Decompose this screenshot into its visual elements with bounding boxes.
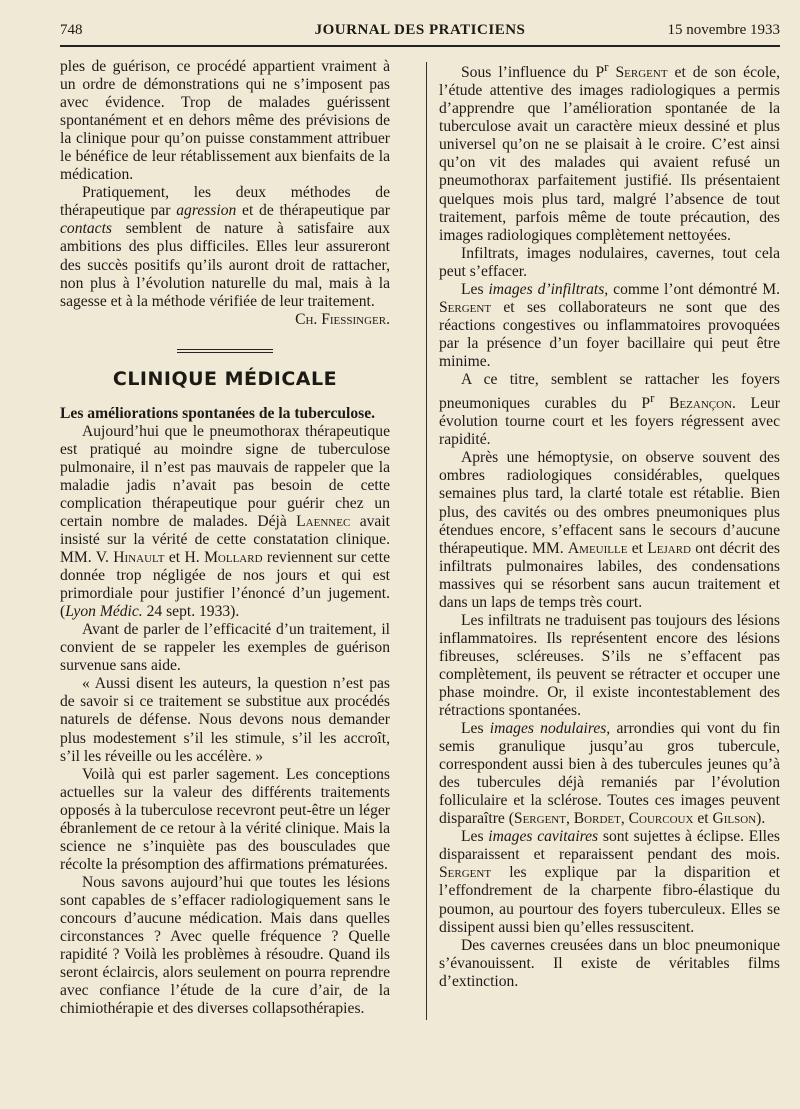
paragraph: Après une hémoptysie, on observe souvent des ombres radiologiques considérables, quelques semaines plus tard, la clarté totale est rétablie. Bien plus, des cavités ou des ombres pneumoniques plus étendues encore, s’effacent sans le secours d’aucune thérapeutique. MM. Ameuille et Lejard ont décrit des infiltrats pulmonaires labiles, des condensations massives qui se résorbent sans aucun traitement et dans un laps de temps très court. bbox=[439, 449, 781, 611]
page-number: 748 bbox=[60, 22, 83, 38]
paragraph: Nous savons aujourd’hui que toutes les lésions sont capables de s’effacer radiologiquement sans le concours d’aucune médication. Mais dans quelles circonstances ? Avec quelle fréquence ? Quelle rapidité ? Voilà les problèmes à résoudre. Quand ils seront éclaircis, alors seulement on pourra reprendre avec confiance l’étude de la cure d’air, de la chimiothérapie et des diverses collapsothérapies. bbox=[60, 873, 390, 1018]
section-rule bbox=[177, 349, 273, 353]
author-signature: Ch. Fiessinger. bbox=[295, 310, 390, 328]
article-title: Les améliorations spontanées de la tuberculose. bbox=[60, 404, 376, 422]
paragraph: Voilà qui est parler sagement. Les conceptions actuelles sur la valeur des différents traitements opposés à la tuberculose recevront peut-être un léger ébranlement de ce retour à la vérité clinique. Mais la science ne s’inquiète pas des bousculades que récolte la présomption des affirmations prématurées. bbox=[60, 765, 390, 873]
paragraph: Sous l’influence du $P^r$ Sergent et de son école, l’étude attentive des images radiologiques a permis d’apprendre que l’amélioration spontanée de la tuberculose avait un caractère mieux dessiné et plus universel qu’on ne se plaisait à le croire. C’est ainsi qu’on vit des malades qui avaient refusé un pneumothorax parfaitement justifié. Ils présentaient quelques mois plus tard, malgré l’absence de tout traitement, parfois même de toute précaution, des images radiologiques complètement nettoyées. bbox=[439, 59, 780, 244]
paragraph: Les images nodulaires, arrondies qui vont du fin semis granulique jusqu’au gros tubercule, correspondent aussi bien à des tubercules jeunes qu’à des tubercules déjà remaniés par l’évolution folliculaire et la sclérose. Toutes ces images peuvent disparaître (Sergent, Bordet, Courcoux et Gilson). bbox=[439, 720, 781, 828]
left-column bbox=[60, 58, 390, 1018]
paragraph: Les infiltrats ne traduisent pas toujours des lésions inflammatoires. Ils représentent encore des lésions fibreuses, scléreuses. S’ils ne s’effacent pas complètement, ils peuvent se rétracter et occuper une phase moindre. Or, il existe incontestablement des rétractions spontanées. bbox=[439, 611, 780, 720]
journal-title: JOURNAL DES PRATICIENS bbox=[314, 22, 526, 38]
paragraph: ples de guérison, ce procédé appartient vraiment à un ordre de démonstrations qui ne s’imposent pas avec évidence. Trop de malades guérissent spontanément et en dehors même des prévisions de la clinique pour qu’on puisse constamment attribuer le bénéfice de leur rétablissement aux bienfaits de la médication. bbox=[60, 58, 390, 184]
header-rule bbox=[60, 45, 780, 47]
issue-date: 15 novembre 1933 bbox=[667, 22, 780, 38]
paragraph: Les images cavitaires sont sujettes à éclipse. Elles disparaissent et reparaissent pendant des mois. Sergent les explique par la disparition et l’effondrement de la charpente fibro-élastique du poumon, au pourtour des foyers tuberculeux. Elles se dissipent aussi bien qu’elles ressuscitent. bbox=[439, 828, 780, 936]
right-column bbox=[439, 58, 780, 991]
section-title: CLINIQUE MÉDICALE bbox=[112, 367, 338, 390]
quote-paragraph: « Aussi disent les auteurs, la question n’est pas de savoir si ce traitement se substitue aux procédés naturels de défense. Nous devons nous demander plus modestement s’il les stimule, s’il les accroît, s’il les réveille ou les accélère. » bbox=[60, 675, 390, 765]
paragraph: Aujourd’hui que le pneumothorax thérapeutique est pratiqué au moindre signe de tuberculose pulmonaire, il n’est pas mauvais de rappeler que la maladie jadis n’avait pas besoin de cette complication thérapeutique pour guérir chez un certain nombre de malades. Déjà Laennec avait insisté sur la vérité de cette constatation clinique. MM. V. Hinault et H. Mollard reviennent sur cette donnée trop négligée de nos jours et qui est primordiale pour justifier l’énoncé d’un jugement. (Lyon Médic. 24 sept. 1933). bbox=[60, 422, 391, 621]
column-divider bbox=[426, 62, 427, 1020]
paragraph: Des cavernes creusées dans un bloc pneumonique s’évanouissent. Il existe de véritables films d’extinction. bbox=[439, 936, 780, 990]
paragraph: A ce titre, semblent se rattacher les foyers pneumoniques curables du $P^r$ Bezançon. Leur évolution tourne court et les foyers régressent avec rapidité. bbox=[439, 370, 780, 449]
paragraph: Infiltrats, images nodulaires, cavernes, tout cela peut s’effacer. bbox=[439, 244, 780, 280]
page-header bbox=[60, 18, 780, 44]
paragraph: Les images d’infiltrats, comme l’ont démontré M. Sergent et ses collaborateurs ne sont que des réactions congestives ou inflammatoires provoquées par la présence d’un foyer bacillaire qui peut être minime. bbox=[439, 280, 780, 370]
paragraph: Avant de parler de l’efficacité d’un traitement, il convient de se rappeler les exemples de guérison survenue sans aide. bbox=[60, 621, 390, 675]
paragraph: Pratiquement, les deux méthodes de thérapeutique par agression et de thérapeutique par contacts semblent de nature à satisfaire aux ambitions des plus difficiles. Elles leur assureront des succès positifs qu’ils auront droit de rattacher, non plus à l’évolution naturelle du mal, mais à la sagesse et à la méthode vérifiée de leur traitement. bbox=[60, 184, 390, 310]
